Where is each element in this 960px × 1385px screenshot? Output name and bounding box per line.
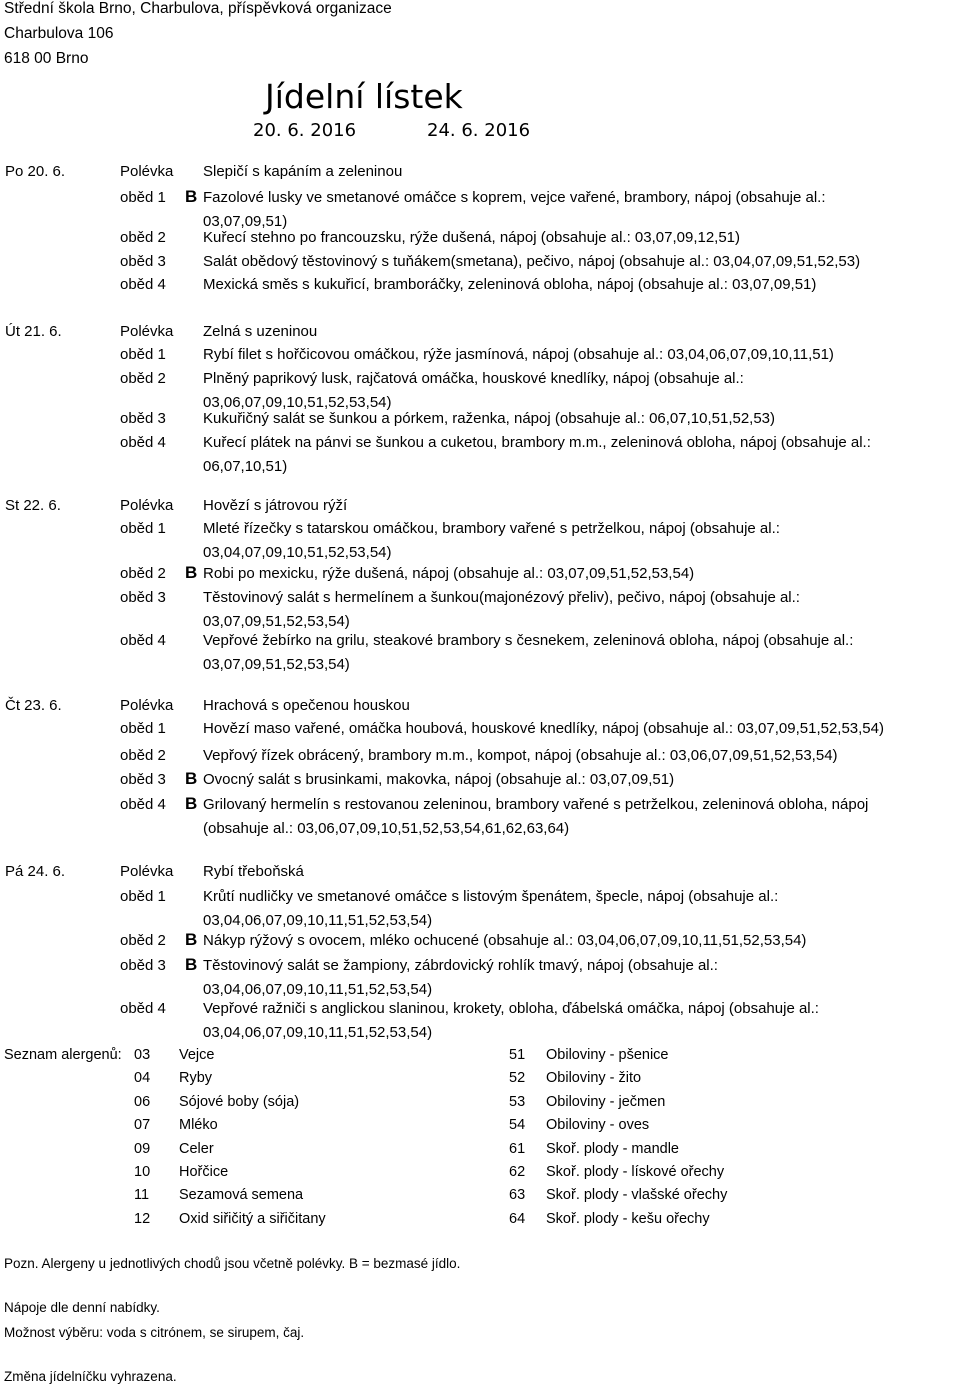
day-label: Pá 24. 6. (5, 863, 66, 880)
dish-text-continuation: 03,04,07,09,10,51,52,53,54) (203, 544, 392, 561)
dish-text: Kuřecí stehno po francouzsku, rýže dušená, nápoj (obsahuje al.: 03,07,09,12,51) (203, 229, 741, 246)
allergen-code: 09 (134, 1141, 151, 1157)
course-label: oběd 1 (120, 888, 166, 905)
meatless-mark: B (185, 930, 198, 949)
course-label: oběd 2 (120, 747, 166, 764)
course-label: oběd 3 (120, 771, 166, 788)
allergen-name: Vejce (179, 1047, 215, 1063)
allergen-name: Skoř. plody - vlašské ořechy (546, 1187, 728, 1203)
allergen-code: 07 (134, 1117, 151, 1133)
allergen-name: Skoř. plody - kešu ořechy (546, 1211, 710, 1227)
allergen-name: Sezamová semena (179, 1187, 304, 1203)
course-label: Polévka (120, 863, 174, 880)
dish-text-continuation: 03,04,06,07,09,10,11,51,52,53,54) (203, 912, 433, 929)
dish-text: Rybí filet s hořčicovou omáčkou, rýže jasmínová, nápoj (obsahuje al.: 03,04,06,07,09,10,11,51) (203, 346, 834, 363)
dish-text: Vepřové žebírko na grilu, steakové brambory s česnekem, zeleninová obloha, nápoj (obsahuje al.: (203, 632, 854, 649)
allergen-code: 61 (509, 1141, 526, 1157)
dish-text: Hrachová s opečenou houskou (203, 697, 410, 714)
course-label: oběd 2 (120, 932, 166, 949)
course-label: oběd 4 (120, 632, 166, 649)
allergen-code: 62 (509, 1164, 526, 1180)
note-allergens: Pozn. Alergeny u jednotlivých chodů jsou včetně polévky. B = bezmasé jídlo. (4, 1256, 461, 1271)
school-street: Charbulova 106 (4, 25, 114, 42)
course-label: oběd 3 (120, 253, 166, 270)
dish-text: Hovězí maso vařené, omáčka houbová, houskové knedlíky, nápoj (obsahuje al.: 03,07,09,51,52,53,54) (203, 720, 884, 737)
allergen-name: Skoř. plody - lískové ořechy (546, 1164, 725, 1180)
dish-text-continuation: (obsahuje al.: 03,06,07,09,10,51,52,53,54,61,62,63,64) (203, 820, 570, 837)
dish-text: Ovocný salát s brusinkami, makovka, nápoj (obsahuje al.: 03,07,09,51) (203, 771, 675, 788)
dish-text: Vepřové ražniči s anglickou slaninou, krokety, obloha, ďábelská omáčka, nápoj (obsahuje al.: (203, 1000, 819, 1017)
day-label: Čt 23. 6. (5, 697, 62, 714)
course-label: oběd 2 (120, 565, 166, 582)
allergen-code: 04 (134, 1070, 151, 1086)
allergen-name: Mléko (179, 1117, 218, 1133)
meatless-mark: B (185, 563, 198, 582)
dish-text: Plněný paprikový lusk, rajčatová omáčka, houskové knedlíky, nápoj (obsahuje al.: (203, 370, 744, 387)
course-label: oběd 3 (120, 589, 166, 606)
allergen-code: 12 (134, 1211, 151, 1227)
course-label: Polévka (120, 497, 174, 514)
course-label: oběd 1 (120, 520, 166, 537)
dish-text: Salát obědový těstovinový s tuňákem(smetana), pečivo, nápoj (obsahuje al.: 03,04,07,09,51,52,53) (203, 253, 861, 270)
allergen-name: Oxid siřičitý a siřičitany (179, 1211, 326, 1227)
allergen-name: Ryby (179, 1070, 213, 1086)
page-title: Jídelní lístek (265, 77, 463, 116)
note-change: Změna jídelníčku vyhrazena. (4, 1369, 177, 1384)
dish-text-continuation: 03,07,09,51) (203, 213, 288, 230)
allergen-name: Obiloviny - pšenice (546, 1047, 669, 1063)
course-label: oběd 4 (120, 276, 166, 293)
course-label: oběd 2 (120, 229, 166, 246)
day-label: St 22. 6. (5, 497, 61, 514)
note-choice: Možnost výběru: voda s citrónem, se sirupem, čaj. (4, 1325, 305, 1340)
date-from: 20. 6. 2016 (253, 120, 357, 141)
allergen-name: Obiloviny - žito (546, 1070, 642, 1086)
meatless-mark: B (185, 794, 198, 813)
allergen-name: Obiloviny - ječmen (546, 1094, 666, 1110)
course-label: oběd 4 (120, 1000, 166, 1017)
course-label: oběd 1 (120, 720, 166, 737)
note-drinks: Nápoje dle denní nabídky. (4, 1300, 160, 1315)
dish-text-continuation: 03,06,07,09,10,51,52,53,54) (203, 394, 392, 411)
allergen-code: 51 (509, 1047, 526, 1063)
course-label: Polévka (120, 163, 174, 180)
meatless-mark: B (185, 955, 198, 974)
dish-text: Rybí třeboňská (203, 863, 304, 880)
dish-text: Těstovinový salát s hermelínem a šunkou(majonézový přeliv), pečivo, nápoj (obsahuje al.: (203, 589, 800, 606)
meatless-mark: B (185, 769, 198, 788)
dish-text: Krůtí nudličky ve smetanové omáčce s listovým špenátem, špecle, nápoj (obsahuje al.: (203, 888, 779, 905)
allergen-code: 53 (509, 1094, 526, 1110)
course-label: oběd 3 (120, 957, 166, 974)
dish-text: Grilovaný hermelín s restovanou zeleninou, brambory vařené s petrželkou, zeleninová obloha, nápoj (203, 796, 869, 813)
dish-text-continuation: 03,07,09,51,52,53,54) (203, 656, 350, 673)
allergen-code: 52 (509, 1070, 526, 1086)
dish-text: Robi po mexicku, rýže dušená, nápoj (obsahuje al.: 03,07,09,51,52,53,54) (203, 565, 695, 582)
allergen-name: Hořčice (179, 1164, 229, 1180)
dish-text: Těstovinový salát se žampiony, zábrdovický rohlík tmavý, nápoj (obsahuje al.: (203, 957, 718, 974)
allergen-code: 63 (509, 1187, 526, 1203)
dish-text: Slepičí s kapáním a zeleninou (203, 163, 403, 180)
course-label: oběd 1 (120, 346, 166, 363)
dish-text: Zelná s uzeninou (203, 323, 318, 340)
dish-text: Vepřový řízek obrácený, brambory m.m., kompot, nápoj (obsahuje al.: 03,06,07,09,51,52,53,54) (203, 747, 838, 764)
school-name: Střední škola Brno, Charbulova, příspěvková organizace (4, 0, 392, 17)
dish-text: Hovězí s játrovou rýží (203, 497, 348, 514)
dish-text-continuation: 03,07,09,51,52,53,54) (203, 613, 350, 630)
allergen-code: 54 (509, 1117, 526, 1133)
allergen-code: 06 (134, 1094, 151, 1110)
dish-text: Nákyp rýžový s ovocem, mléko ochucené (obsahuje al.: 03,04,06,07,09,10,11,51,52,53,54) (203, 932, 807, 949)
allergen-code: 11 (134, 1187, 150, 1203)
day-label: Po 20. 6. (5, 163, 66, 180)
dish-text: Mexická směs s kukuřicí, bramboráčky, zeleninová obloha, nápoj (obsahuje al.: 03,07,09,51) (203, 276, 817, 293)
meatless-mark: B (185, 187, 198, 206)
dish-text-continuation: 03,04,06,07,09,10,11,51,52,53,54) (203, 1024, 433, 1041)
allergen-name: Celer (179, 1141, 214, 1157)
course-label: oběd 4 (120, 796, 166, 813)
dish-text: Kuřecí plátek na pánvi se šunkou a cuketou, brambory m.m., zeleninová obloha, nápoj (obsahuje al.: (203, 434, 871, 451)
allergen-code: 64 (509, 1211, 526, 1227)
dish-text: Mleté řízečky s tatarskou omáčkou, brambory vařené s petrželkou, nápoj (obsahuje al.: (203, 520, 780, 537)
course-label: oběd 4 (120, 434, 166, 451)
allergen-list-label: Seznam alergenů: (4, 1047, 122, 1063)
allergen-code: 03 (134, 1047, 151, 1063)
dish-text-continuation: 03,04,06,07,09,10,11,51,52,53,54) (203, 981, 433, 998)
allergen-name: Sójové boby (sója) (179, 1094, 300, 1110)
allergen-code: 10 (134, 1164, 151, 1180)
school-city: 618 00 Brno (4, 50, 89, 67)
dish-text-continuation: 06,07,10,51) (203, 458, 288, 475)
course-label: oběd 3 (120, 410, 166, 427)
dish-text: Fazolové lusky ve smetanové omáčce s koprem, vejce vařené, brambory, nápoj (obsahuje al.: (203, 189, 826, 206)
course-label: Polévka (120, 323, 174, 340)
date-to: 24. 6. 2016 (427, 120, 531, 141)
course-label: Polévka (120, 697, 174, 714)
day-label: Út 21. 6. (5, 323, 62, 340)
dish-text: Kukuřičný salát se šunkou a pórkem, raženka, nápoj (obsahuje al.: 06,07,10,51,52,53) (203, 410, 776, 427)
course-label: oběd 2 (120, 370, 166, 387)
allergen-name: Obiloviny - oves (546, 1117, 650, 1133)
allergen-name: Skoř. plody - mandle (546, 1141, 679, 1157)
course-label: oběd 1 (120, 189, 166, 206)
